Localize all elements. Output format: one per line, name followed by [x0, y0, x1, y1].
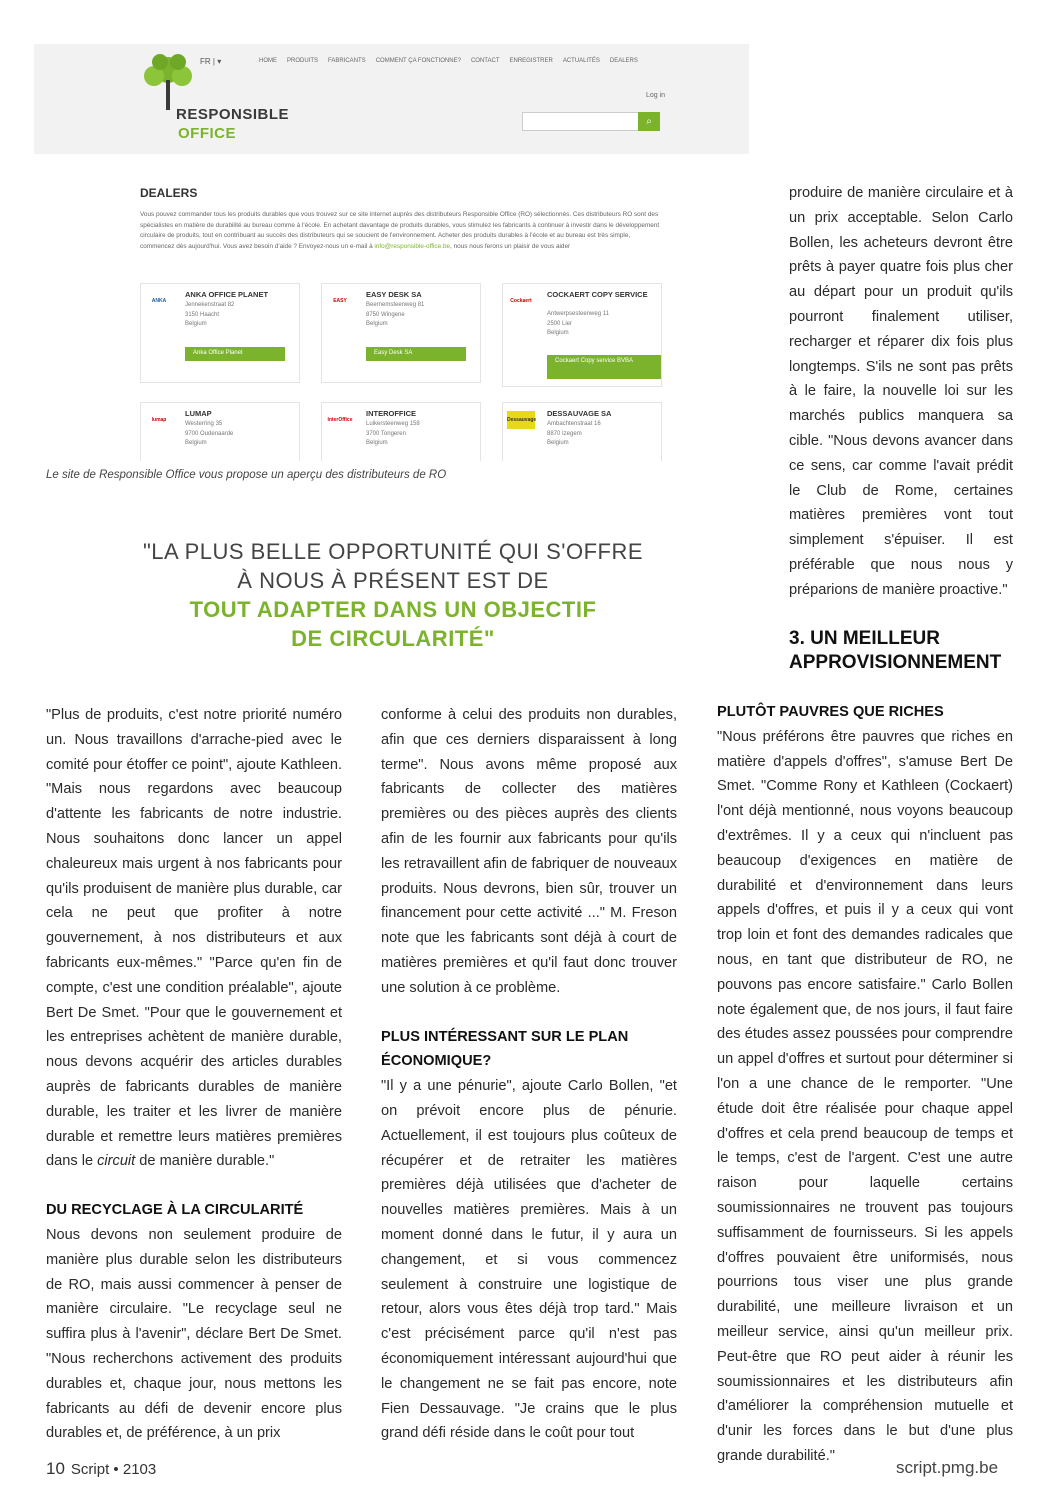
pull-quote-highlight: DE CIRCULARITÉ"	[291, 626, 495, 651]
dealer-logo: lumap	[151, 417, 167, 423]
dealers-intro-text: Vous pouvez commander tous les produits durables que vous trouvez sur ce site internet auprès des distributeurs Responsible Office (RO) sélectionnés. Ces distributeurs RO sont des spécialistes en matière de durabilité au bureau comme à l'école. En achetant davantage de produits durables, vous stimulez les fabricants à continuer à investir dans le développement circulaire de produits, tout en contribuant au succès des distributeurs qui se soucient de l'environnement. Acheter des produits durables à l'école et au bureau est très simple, commencez dès aujourd'hui. Vous avez besoin d'aide ? Envoyez-nous un e-mail à	[140, 211, 660, 251]
paragraph-text: "Plus de produits, c'est notre priorité numéro un. Nous travaillons d'arrache-pied avec le comité pour étoffer ce point", ajoute Kathleen. "Mais nous regardons avec beaucoup d'attente les fabricants de notre industrie. Nous souhaitons donc lancer un appel chaleureux mais urgent à nos fabricants pour qu'ils produisent de manière plus durable, car cela ne peut que profiter à notre gouvernement, à nos distributeurs et aux fabricants eux-mêmes." "Parce qu'en fin de compte, c'est une condition préalable", ajoute Bert De Smet. "Pour que le gouvernement et les entreprises achètent de manière durable, nous devons acquérir des articles durables auprès de fabricants durables de manière durable, les traiter et les livrer de manière durable et remettre leurs matières premières dans le	[46, 707, 342, 1170]
language-selector[interactable]: FR | ▾	[200, 57, 222, 66]
dealer-card	[321, 402, 481, 461]
paragraph-text: de manière durable."	[139, 1153, 275, 1170]
address-line: Belgium	[185, 321, 207, 327]
address-line: 3150 Haacht	[185, 311, 220, 318]
nav-item-actualites[interactable]: ACTUALITÉS	[562, 58, 600, 64]
dealer-logo: Cockaert	[510, 298, 532, 304]
address-line: Jennekenstraat 82	[185, 302, 235, 308]
address-line: Ambachtenstraat 16	[547, 421, 601, 427]
search-input[interactable]	[522, 112, 640, 131]
dealer-address	[366, 420, 478, 449]
dealer-address	[366, 301, 478, 330]
paragraph: produire de manière circulaire et à un prix acceptable. Selon Carlo Bollen, les acheteurs devront être prêts à payer quatre fois plus cher au départ pour un produit qu'ils pourront finalement utiliser, recharger et réparer dix fois plus longtemps. S'ils ne sont pas prêts à le faire, la nouvelle loi sur les marchés publics manquera sa cible. "Nous devons avancer dans ce sens, car comme l'avait prédit le Club de Rome, certaines matières premières vont tout simplement s'épuiser. Il est préférable que nous nous y préparions de manière proactive."	[789, 185, 1013, 598]
address-line: 2500 Lier	[547, 320, 573, 327]
address-line: Belgium	[366, 440, 388, 446]
dealer-name: COCKAERT COPY SERVICE	[547, 290, 648, 299]
pull-quote	[100, 537, 686, 653]
dealer-address	[547, 310, 659, 339]
brand-name-line2: OFFICE	[178, 125, 236, 142]
dealer-address	[185, 420, 297, 449]
dealer-name: EASY DESK SA	[366, 290, 422, 299]
dealer-name: INTEROFFICE	[366, 409, 416, 418]
pull-quote-highlight: TOUT ADAPTER DANS UN OBJECTIF	[189, 597, 597, 622]
address-line: 8750 Wingene	[366, 311, 405, 318]
article-column-3	[717, 700, 1013, 1469]
image-caption: Le site de Responsible Office vous propose un aperçu des distributeurs de RO	[46, 469, 447, 481]
dealer-card	[140, 402, 300, 461]
italic-word: circuit	[97, 1153, 136, 1170]
address-line: Belgium	[366, 321, 388, 327]
address-line: 3700 Tongeren	[366, 430, 406, 437]
subheading: PLUS INTÉRESSANT SUR LE PLAN ÉCONOMIQUE?	[381, 1028, 629, 1070]
address-line: Luikersteenweg 158	[366, 421, 420, 427]
nav-item-comment[interactable]: COMMENT ÇA FONCTIONNE?	[375, 58, 461, 64]
paragraph: Nous devons non seulement produire de manière plus durable selon les distributeurs de RO, mais aussi commencer à penser de manière circulaire. "Le recyclage seul ne suffira plus à l'avenir", déclare Bert De Smet. "Nous recherchons activement des produits durables et, chaque jour, nous mettons les fabricants au défi de devenir encore plus durables et, de préférence, à un prix	[46, 1226, 342, 1442]
dealer-name: LUMAP	[185, 409, 212, 418]
address-line: Westerring 35	[185, 421, 223, 427]
address-line: Belgium	[547, 330, 569, 336]
article-column-2	[381, 703, 677, 1446]
subheading: PLUTÔT PAUVRES QUE RICHES	[717, 704, 944, 720]
pull-quote-line: À NOUS À PRÉSENT EST DE	[237, 568, 549, 593]
site-navigation	[259, 58, 638, 64]
page-footer	[46, 1459, 156, 1479]
dealer-logo: Dessauvage	[507, 411, 535, 429]
dealers-intro-end: , nous nous ferons un plaisir de vous aider	[450, 243, 571, 251]
dealer-name: DESSAUVAGE SA	[547, 409, 612, 418]
dealer-logo: EASY	[333, 298, 347, 304]
nav-item-home[interactable]: HOME	[259, 58, 277, 64]
issue-label: Script • 2103	[70, 1461, 157, 1478]
dealer-card	[321, 283, 481, 383]
pull-quote-line: "LA PLUS BELLE OPPORTUNITÉ QUI S'OFFRE	[142, 539, 644, 564]
search-icon: ⌕	[646, 116, 652, 127]
page-number: 10	[46, 1459, 65, 1478]
dealer-button[interactable]: Easy Desk SA	[366, 347, 466, 361]
article-column-1	[46, 703, 342, 1446]
site-url: script.pmg.be	[896, 1458, 999, 1477]
dealer-card	[502, 283, 662, 387]
search-button[interactable]	[638, 112, 660, 131]
dealers-section	[140, 186, 670, 461]
responsible-office-logo	[138, 52, 288, 147]
dealer-card	[502, 402, 662, 461]
dealer-button[interactable]: Cockaert Copy service BVBA	[547, 355, 661, 379]
address-line: Beernemsteenweg 81	[366, 302, 425, 308]
tree-logo-icon	[138, 52, 198, 112]
nav-item-produits[interactable]: PRODUITS	[287, 58, 319, 64]
nav-item-contact[interactable]: CONTACT	[470, 58, 500, 64]
address-line: Antwerpsesteenweg 11	[547, 311, 609, 317]
dealer-logo: InterOffice	[327, 417, 353, 423]
nav-item-fabricants[interactable]: FABRICANTS	[328, 58, 366, 64]
brand-name-line1: RESPONSIBLE	[176, 106, 290, 123]
login-link[interactable]: Log in	[646, 92, 666, 99]
dealers-title: DEALERS	[140, 186, 198, 200]
dealer-address	[185, 301, 297, 330]
nav-item-dealers[interactable]: DEALERS	[609, 58, 638, 64]
dealer-logo: ANKA	[151, 298, 167, 304]
paragraph: "Nous préférons être pauvres que riches en matière d'appels d'offres", s'amuse Bert De Smet. "Comme Rony et Kathleen (Cockaert) l'ont déjà mentionné, nous voyons beaucoup d'extrêmes. Il y a ceux qui n'incluent pas beaucoup d'exigences en matière de durabilité et d'environnement dans leurs appels d'offres, et puis il y a ceux qui vont trop loin et font des demandes radicales que nous, en tant que distributeur de RO, ne pouvons pas encore satisfaire." Carlo Bollen note également que, de nos jours, il faut faire des études assez poussées pour comprendre un appel d'offres et surtout pour déterminer si l'on a une chance de le remporter. "Une étude doit être réalisée pour chaque appel d'offres et cela prend beaucoup de temps et le temps, c'est de l'argent. C'est une autre raison pour laquelle certains soumissionnaires ne trouvent pas toujours suffisamment de fournisseurs. Si les appels d'offres pouvaient être uniformisés, nous pourrions tous viser une plus grande durabilité, une meilleure livraison et un meilleur service, ainsi qu'un meilleur prix. Peut-être que RO peut aider à réunir les soumissionnaires et les distributeurs afin d'améliorer la compréhension mutuelle et d'unir les forces dans le but d'une plus grande durabilité."	[717, 728, 1013, 1464]
address-line: 9700 Oudenaarde	[185, 430, 234, 437]
nav-item-enregistrer[interactable]: ENREGISTRER	[509, 58, 553, 64]
paragraph: "Il y a une pénurie", ajoute Carlo Bollen, "et on prévoit encore plus de pénurie. Actuellement, il est toujours plus coûteux de récupérer et de retraiter les matières premières déjà utilisées que d'acheter de nouvelles matières premières. Mais à un moment donné dans le futur, il y aura un changement, et si vous commencez seulement à construire une logistique de retour, alors vous êtes déjà trop tard." Mais c'est précisément parce qu'il n'est pas économiquement intéressant aujourd'hui que le changement ne se fait pas encore, note Fien Dessauvage. "Je crains que le plus grand défi réside dans le coût pour tout	[381, 1078, 677, 1442]
paragraph	[46, 703, 342, 1174]
address-line: Belgium	[185, 440, 207, 446]
address-line: 8870 Izegem	[547, 430, 582, 437]
website-screenshot-header	[34, 44, 749, 154]
subheading: DU RECYCLAGE À LA CIRCULARITÉ	[46, 1202, 304, 1219]
dealer-name: ANKA OFFICE PLANET	[185, 290, 269, 299]
dealer-address	[547, 420, 659, 449]
address-line: Belgium	[547, 440, 569, 446]
section-heading: 3. UN MEILLEUR APPROVISIONNEMENT	[789, 627, 1002, 673]
dealer-card	[140, 283, 300, 383]
paragraph: conforme à celui des produits non durables, afin que ces derniers disparaissent à long terme". Nous avons même proposé aux fabricants de collecter des matières premières ou des pièces auprès des clients afin de les fournir aux fabricants pour qu'ils les retravaillent afin de fabriquer de nouveaux produits. Nous devrons, bien sûr, trouver un financement pour cette activité ..." M. Freson note que les fabricants sont déjà à court de matières premières et qu'il faut donc trouver une solution à ce problème.	[381, 707, 677, 996]
dealers-intro	[140, 210, 665, 253]
article-column-3-top	[789, 181, 1013, 675]
dealer-button[interactable]: Anka Office Planet	[185, 347, 285, 361]
dealers-email-link[interactable]: info@responsible-office.be	[374, 243, 451, 251]
